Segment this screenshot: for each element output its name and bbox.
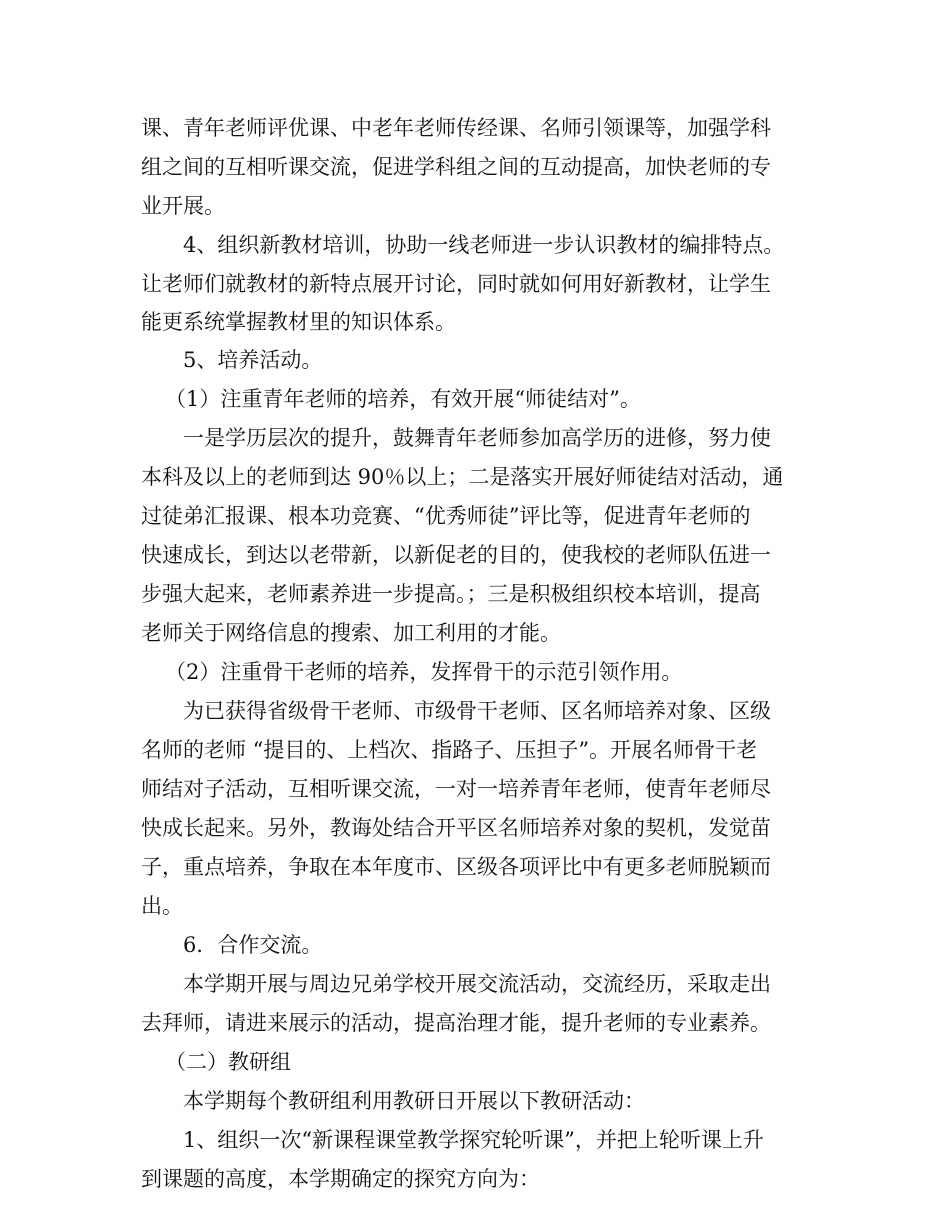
subsection-heading: （2）注重骨干老师的培养，发挥骨干的示范引领作用。 (165, 660, 683, 684)
text-line: 4、组织新教材培训，协助一线老师进一步认识教材的编排特点。 (183, 233, 785, 257)
subsection-heading: （1）注重青年老师的培养，有效开展“师徒结对”。 (165, 387, 641, 411)
text-line: 业开展。 (141, 194, 225, 218)
text-line: 快速成长，到达以老带新，以新促老的目的，使我校的老师队伍进一 (141, 543, 771, 567)
text-line: 课、青年老师评优课、中老年老师传经课、名师引领课等，加强学科 (141, 116, 771, 140)
text-line: 本学期每个教研组利用教研日开展以下教研活动： (183, 1089, 645, 1113)
text-line: 名师的老师 “提目的、上档次、指路子、压担子”。开展名师骨干老 (141, 738, 758, 762)
section-heading: 6．合作交流。 (183, 933, 323, 957)
text-line: 让老师们就教材的新特点展开讨论，同时就如何用好新教材，让学生 (141, 272, 771, 296)
text-line: 1、组织一次“新课程课堂教学探究轮听课”，并把上轮听课上升 (183, 1128, 764, 1152)
text-line: 老师关于网络信息的搜索、加工利用的才能。 (141, 621, 561, 645)
text-line: 能更系统掌握教材里的知识体系。 (141, 310, 456, 334)
section-heading: （二）教研组 (165, 1050, 291, 1074)
text-line: 本学期开展与周边兄弟学校开展交流活动，交流经历，采取走出 (183, 972, 771, 996)
text-line: 过徒弟汇报课、根本功竞赛、“优秀师徒”评比等，促进青年老师的 (141, 504, 751, 528)
text-line: 去拜师，请进来展示的活动，提高治理才能，提升老师的专业素养。 (141, 1011, 771, 1035)
text-line: 步强大起来，老师素养进一步提高。；三是积极组织校本培训，提高 (141, 582, 761, 606)
text-line: 到课题的高度，本学期确定的探究方向为： (141, 1167, 540, 1191)
text-line: 组之间的互相听课交流，促进学科组之间的互动提高，加快老师的专 (141, 155, 771, 179)
text-line: 一是学历层次的提升，鼓舞青年老师参加高学历的进修，努力使 (183, 426, 771, 450)
text-line: 出。 (141, 894, 183, 918)
text-line: 快成长起来。另外，教诲处结合开平区名师培养对象的契机，发觉苗 (141, 816, 771, 840)
text-line: 师结对子活动，互相听课交流，一对一培养青年老师，使青年老师尽 (141, 777, 771, 801)
section-heading: 5、培养活动。 (183, 348, 323, 372)
text-line: 子，重点培养，争取在本年度市、区级各项评比中有更多老师脱颖而 (141, 855, 771, 879)
text-line: 为已获得省级骨干老师、市级骨干老师、区名师培养对象、区级 (183, 699, 771, 723)
text-line: 本科及以上的老师到达 90％以上；二是落实开展好师徒结对活动，通 (141, 465, 784, 489)
